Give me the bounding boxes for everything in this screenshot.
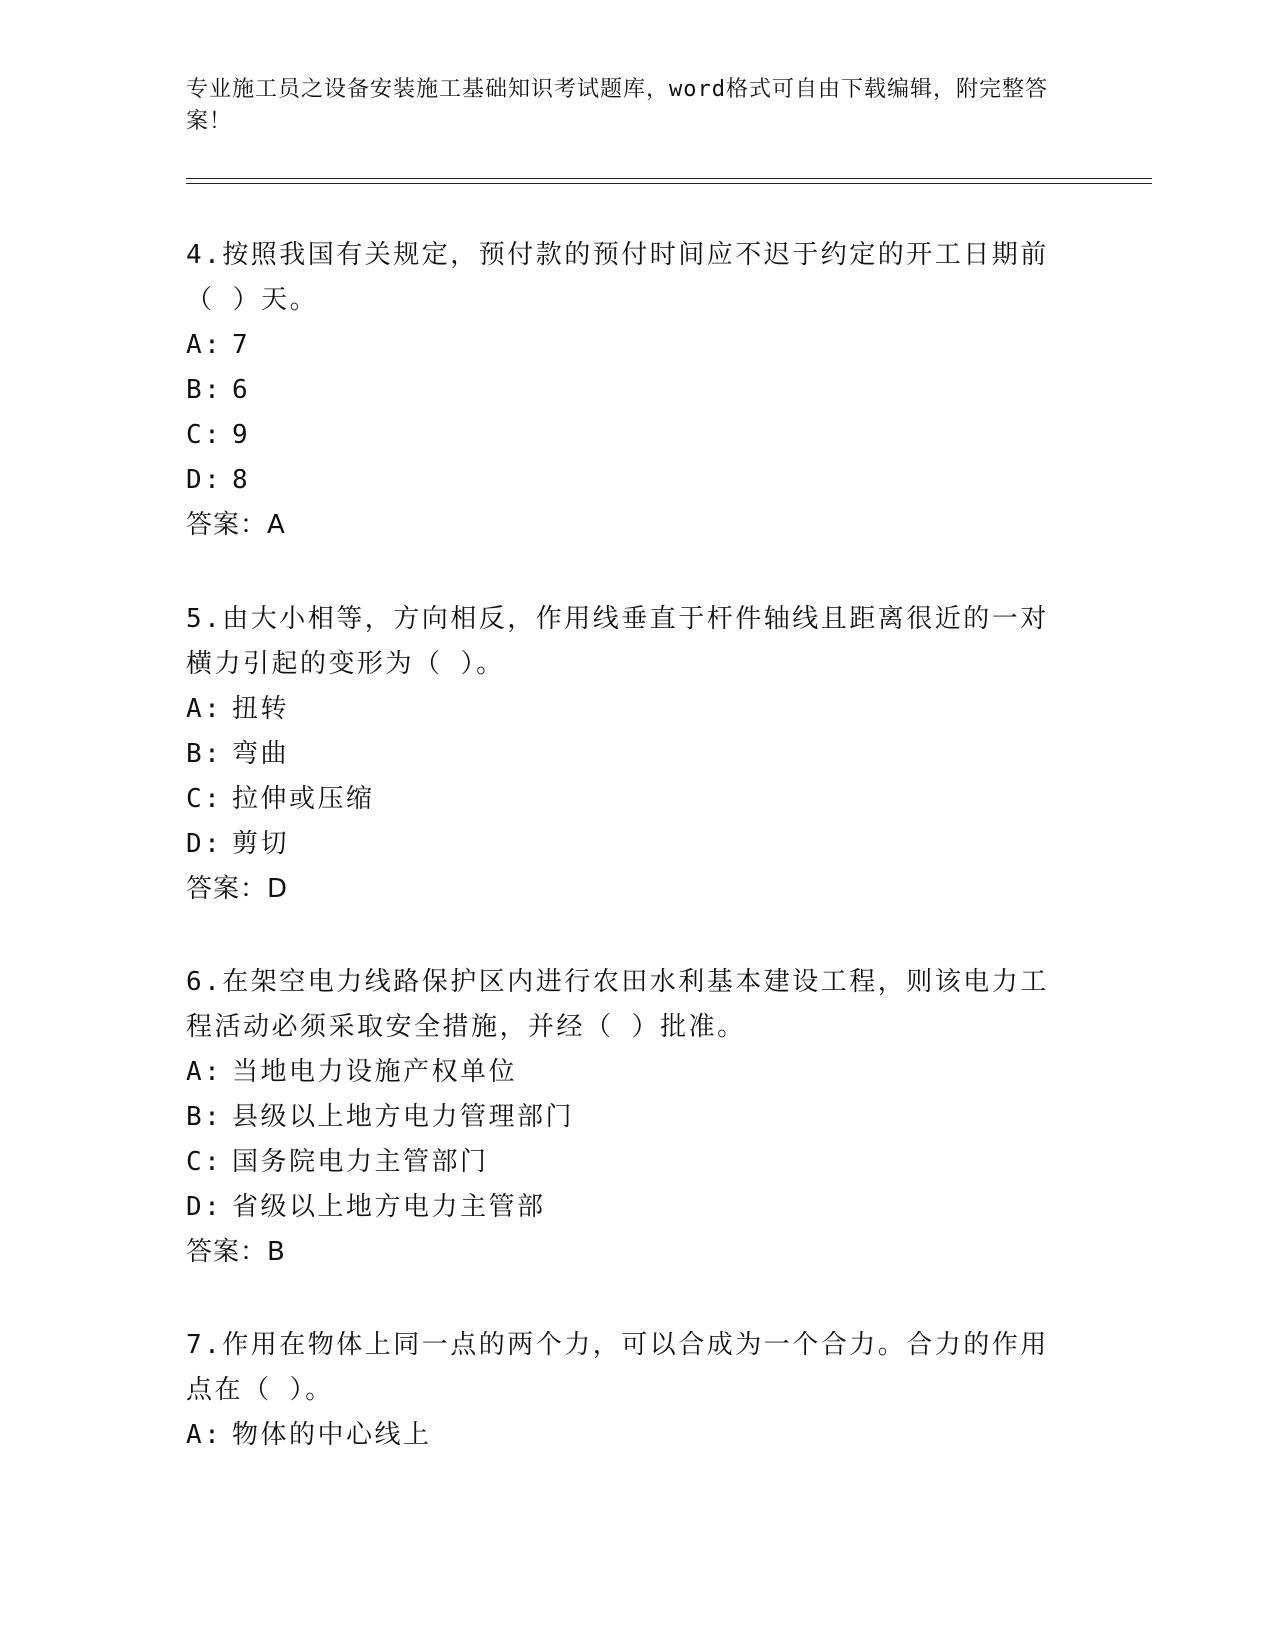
option-b — [186, 368, 1066, 413]
question-5 — [186, 597, 1066, 912]
option-key: C: — [186, 784, 223, 814]
answer-line: 答案：B — [186, 1237, 286, 1267]
option-c — [186, 777, 1066, 822]
option-c — [186, 413, 1066, 458]
option-text: 拉伸或压缩 — [232, 784, 375, 814]
option-d — [186, 822, 1066, 867]
option-a — [186, 687, 1066, 732]
option-text: 剪切 — [232, 829, 290, 859]
option-b — [186, 1095, 1066, 1140]
option-key: A: — [186, 1420, 223, 1450]
option-a — [186, 1413, 1066, 1458]
option-key: C: — [186, 1147, 223, 1177]
option-key: D: — [186, 1192, 223, 1222]
document-header: 专业施工员之设备安装施工基础知识考试题库，word格式可自由下载编辑，附完整答案！ — [186, 77, 1048, 134]
answer-line: 答案：D — [186, 874, 289, 904]
option-text: 扭转 — [232, 694, 290, 724]
header-divider-top — [186, 178, 1152, 179]
option-text: 6 — [232, 375, 251, 405]
option-key: B: — [186, 739, 223, 769]
header-divider-bottom — [186, 183, 1152, 184]
option-a — [186, 1050, 1066, 1095]
option-a — [186, 323, 1066, 368]
option-key: D: — [186, 829, 223, 859]
option-text: 9 — [232, 420, 251, 450]
option-text: 7 — [232, 330, 251, 360]
option-key: B: — [186, 1102, 223, 1132]
option-text: 弯曲 — [232, 739, 290, 769]
option-key: D: — [186, 465, 223, 495]
answer-line: 答案：A — [186, 510, 286, 540]
option-text: 当地电力设施产权单位 — [232, 1057, 518, 1087]
question-4 — [186, 233, 1066, 548]
option-d — [186, 458, 1066, 503]
option-d — [186, 1185, 1066, 1230]
option-text: 省级以上地方电力主管部 — [232, 1192, 546, 1222]
option-key: C: — [186, 420, 223, 450]
question-stem: 6.在架空电力线路保护区内进行农田水利基本建设工程，则该电力工程活动必须采取安全措施，并经（ ）批准。 — [186, 967, 1049, 1042]
option-b — [186, 732, 1066, 777]
option-text: 物体的中心线上 — [232, 1420, 432, 1450]
question-stem: 5.由大小相等，方向相反，作用线垂直于杆件轴线且距离很近的一对横力引起的变形为（ ）。 — [186, 604, 1049, 679]
question-stem: 4.按照我国有关规定，预付款的预付时间应不迟于约定的开工日期前（ ）天。 — [186, 240, 1049, 315]
option-key: A: — [186, 694, 223, 724]
option-key: A: — [186, 330, 223, 360]
option-text: 8 — [232, 465, 251, 495]
option-key: B: — [186, 375, 223, 405]
question-6 — [186, 960, 1066, 1275]
option-c — [186, 1140, 1066, 1185]
question-7 — [186, 1323, 1066, 1458]
option-text: 国务院电力主管部门 — [232, 1147, 489, 1177]
option-text: 县级以上地方电力管理部门 — [232, 1102, 575, 1132]
option-key: A: — [186, 1057, 223, 1087]
question-stem: 7.作用在物体上同一点的两个力，可以合成为一个合力。合力的作用点在（ ）。 — [186, 1330, 1049, 1405]
